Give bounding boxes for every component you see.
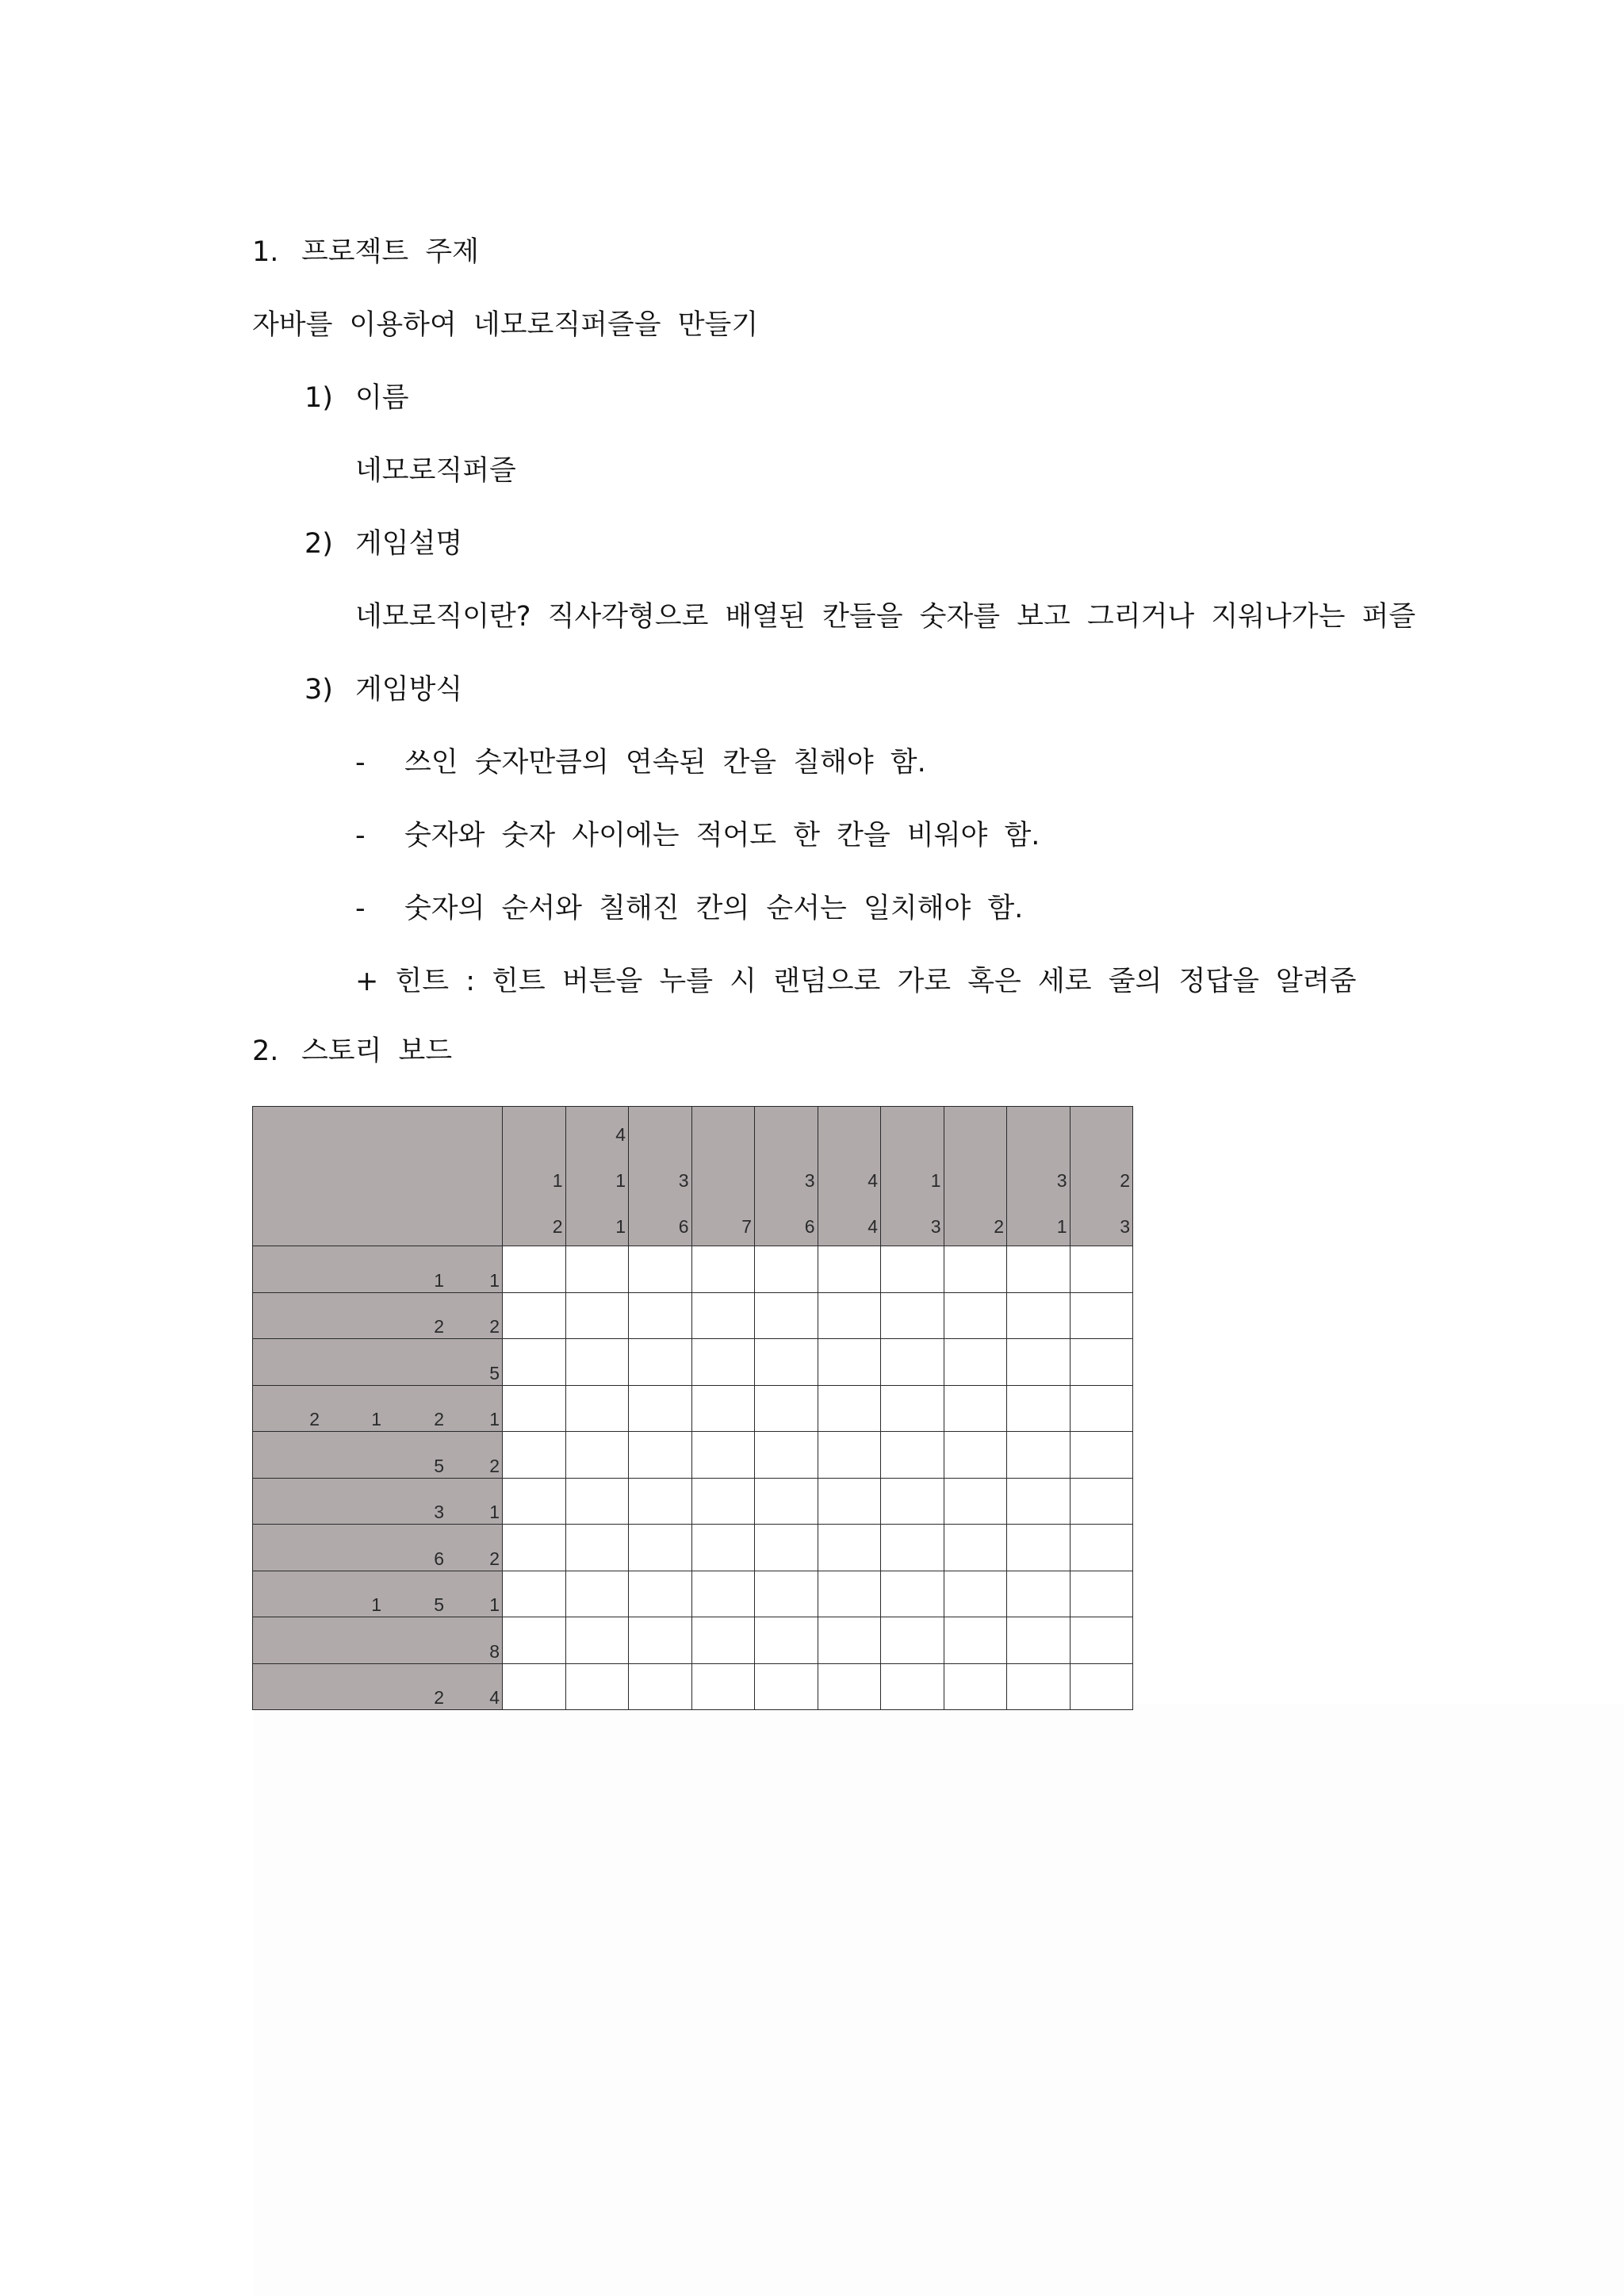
grid-cell[interactable] <box>881 1246 944 1293</box>
grid-cell[interactable] <box>503 1339 566 1386</box>
grid-cell[interactable] <box>629 1478 692 1525</box>
grid-cell[interactable] <box>1070 1246 1133 1293</box>
grid-cell[interactable] <box>629 1525 692 1571</box>
grid-cell[interactable] <box>503 1432 566 1479</box>
grid-cell[interactable] <box>629 1385 692 1432</box>
column-clue-number: 6 <box>678 1216 689 1237</box>
row-clue-number: 1 <box>489 1502 500 1522</box>
grid-cell[interactable] <box>1007 1385 1071 1432</box>
grid-cell[interactable] <box>944 1525 1007 1571</box>
grid-cell[interactable] <box>629 1571 692 1617</box>
rule-text: 숫자의 순서와 칠해진 칸의 순서는 일치해야 함. <box>404 893 1024 924</box>
grid-cell[interactable] <box>629 1339 692 1386</box>
grid-cell[interactable] <box>818 1246 881 1293</box>
row-clue-number: 2 <box>434 1316 444 1337</box>
grid-row <box>253 1339 1133 1386</box>
grid-row <box>253 1617 1133 1664</box>
grid-cell[interactable] <box>944 1571 1007 1617</box>
column-clue-number: 6 <box>804 1216 815 1237</box>
grid-cell[interactable] <box>755 1617 818 1664</box>
grid-cell[interactable] <box>503 1292 566 1339</box>
grid-cell[interactable] <box>755 1292 818 1339</box>
grid-row <box>253 1292 1133 1339</box>
item-1-heading <box>304 381 409 415</box>
section-1-title: 프로젝트 주제 <box>301 236 479 268</box>
grid-cell[interactable] <box>565 1339 629 1386</box>
grid-cell[interactable] <box>755 1478 818 1525</box>
grid-cell[interactable] <box>755 1525 818 1571</box>
row-clue-cell <box>253 1432 503 1479</box>
column-clue-number: 4 <box>868 1216 878 1237</box>
grid-cell[interactable] <box>691 1617 755 1664</box>
row-clue-number: 5 <box>489 1362 500 1383</box>
column-clue-number: 4 <box>615 1124 626 1145</box>
rule-text: 숫자와 숫자 사이에는 적어도 한 칸을 비워야 함. <box>404 820 1040 851</box>
item-2-heading <box>304 526 462 561</box>
grid-row <box>253 1385 1133 1432</box>
grid-cell[interactable] <box>629 1292 692 1339</box>
grid-cell[interactable] <box>1070 1617 1133 1664</box>
column-clue-number: 1 <box>615 1216 626 1237</box>
row-clue-number: 1 <box>371 1594 381 1615</box>
item-3-number: 3) <box>304 674 333 706</box>
grid-cell[interactable] <box>1007 1292 1071 1339</box>
column-clue-cell <box>691 1107 755 1246</box>
grid-cell[interactable] <box>1070 1663 1133 1710</box>
grid-row <box>253 1432 1133 1479</box>
grid-cell[interactable] <box>629 1663 692 1710</box>
row-clue-cell <box>253 1525 503 1571</box>
grid-cell[interactable] <box>565 1571 629 1617</box>
grid-cell[interactable] <box>1070 1385 1133 1432</box>
grid-cell[interactable] <box>755 1385 818 1432</box>
grid-cell[interactable] <box>881 1617 944 1664</box>
row-clue-number: 5 <box>434 1455 444 1476</box>
section-1-heading <box>252 235 479 270</box>
grid-cell[interactable] <box>755 1663 818 1710</box>
grid-cell[interactable] <box>755 1339 818 1386</box>
grid-cell[interactable] <box>1007 1617 1071 1664</box>
row-clue-number: 2 <box>489 1455 500 1476</box>
grid-cell[interactable] <box>565 1617 629 1664</box>
row-clue-number: 1 <box>371 1409 381 1429</box>
grid-row <box>253 1246 1133 1293</box>
column-clue-cell <box>818 1107 881 1246</box>
grid-cell[interactable] <box>944 1339 1007 1386</box>
grid-cell[interactable] <box>1070 1432 1133 1479</box>
grid-cell[interactable] <box>503 1525 566 1571</box>
grid-cell[interactable] <box>565 1246 629 1293</box>
rule-bullet: - <box>355 893 366 924</box>
column-clue-cell <box>1007 1107 1071 1246</box>
grid-row <box>253 1478 1133 1525</box>
column-clue-cell <box>629 1107 692 1246</box>
column-clue-cell <box>755 1107 818 1246</box>
item-1-title: 이름 <box>355 382 409 414</box>
grid-cell[interactable] <box>1007 1525 1071 1571</box>
grid-cell[interactable] <box>1070 1339 1133 1386</box>
page-shade <box>254 1705 1624 2296</box>
row-clue-number: 2 <box>434 1687 444 1708</box>
grid-cell[interactable] <box>881 1292 944 1339</box>
section-2-number: 2. <box>252 1035 279 1067</box>
row-clue-number: 2 <box>309 1409 320 1429</box>
grid-cell[interactable] <box>1007 1571 1071 1617</box>
column-clue-number: 3 <box>930 1216 941 1237</box>
row-clue-number: 2 <box>434 1409 444 1429</box>
item-1-body: 네모로직퍼즐 <box>355 455 516 487</box>
grid-cell[interactable] <box>818 1617 881 1664</box>
row-clue-cell <box>253 1246 503 1293</box>
column-clue-number: 3 <box>804 1170 815 1191</box>
grid-cell[interactable] <box>881 1525 944 1571</box>
grid-cell[interactable] <box>565 1525 629 1571</box>
row-clue-number: 1 <box>434 1269 444 1291</box>
grid-cell[interactable] <box>565 1385 629 1432</box>
item-3-heading <box>304 672 462 707</box>
row-clue-cell <box>253 1385 503 1432</box>
grid-cell[interactable] <box>818 1525 881 1571</box>
grid-cell[interactable] <box>818 1478 881 1525</box>
grid-cell[interactable] <box>1007 1432 1071 1479</box>
column-clue-cell <box>944 1107 1007 1246</box>
grid-cell[interactable] <box>503 1246 566 1293</box>
column-clue-number: 3 <box>1120 1216 1130 1237</box>
grid-row <box>253 1571 1133 1617</box>
grid-cell[interactable] <box>818 1663 881 1710</box>
section-2-heading <box>252 1034 452 1069</box>
grid-cell[interactable] <box>691 1339 755 1386</box>
grid-cell[interactable] <box>881 1571 944 1617</box>
section-2-title: 스토리 보드 <box>301 1035 453 1067</box>
grid-cell[interactable] <box>691 1385 755 1432</box>
rule-text: 쓰인 숫자만큼의 연속된 칸을 칠해야 함. <box>404 747 926 779</box>
grid-cell[interactable] <box>1070 1571 1133 1617</box>
grid-cell[interactable] <box>944 1385 1007 1432</box>
grid-cell[interactable] <box>881 1663 944 1710</box>
grid-cell[interactable] <box>565 1663 629 1710</box>
item-3-title: 게임방식 <box>355 674 463 706</box>
rule-bullet: - <box>355 820 366 851</box>
grid-row <box>253 1663 1133 1710</box>
column-clue-number: 2 <box>552 1216 563 1237</box>
grid-cell[interactable] <box>944 1617 1007 1664</box>
grid-cell[interactable] <box>691 1246 755 1293</box>
grid-cell[interactable] <box>691 1571 755 1617</box>
grid-cell[interactable] <box>565 1478 629 1525</box>
row-clue-number: 1 <box>489 1269 500 1291</box>
column-clue-number: 3 <box>1056 1170 1067 1191</box>
row-clue-number: 1 <box>489 1409 500 1429</box>
rule-item <box>355 745 926 780</box>
grid-row <box>253 1525 1133 1571</box>
grid-cell[interactable] <box>691 1292 755 1339</box>
grid-cell[interactable] <box>755 1571 818 1617</box>
rule-bullet: - <box>355 747 366 779</box>
row-clue-cell <box>253 1478 503 1525</box>
row-clue-number: 2 <box>489 1548 500 1569</box>
project-intro: 자바를 이용하여 네모로직퍼즐을 만들기 <box>252 309 759 341</box>
column-clue-number: 1 <box>615 1170 626 1191</box>
column-clue-number: 2 <box>1120 1170 1130 1191</box>
grid-cell[interactable] <box>629 1432 692 1479</box>
nonogram-storyboard-grid <box>252 1106 1133 1710</box>
grid-cell[interactable] <box>881 1385 944 1432</box>
row-clue-number: 4 <box>489 1687 500 1708</box>
grid-cell[interactable] <box>1070 1292 1133 1339</box>
column-clue-row <box>253 1107 1133 1246</box>
grid-cell[interactable] <box>629 1617 692 1664</box>
row-clue-number: 5 <box>434 1594 444 1615</box>
grid-cell[interactable] <box>565 1432 629 1479</box>
column-clue-number: 3 <box>678 1170 689 1191</box>
row-clue-number: 6 <box>434 1548 444 1569</box>
grid-cell[interactable] <box>565 1292 629 1339</box>
grid-cell[interactable] <box>1070 1525 1133 1571</box>
grid-cell[interactable] <box>755 1246 818 1293</box>
row-clue-number: 8 <box>489 1640 500 1662</box>
column-clue-number: 1 <box>552 1170 563 1191</box>
grid-cell[interactable] <box>503 1571 566 1617</box>
column-clue-number: 1 <box>930 1170 941 1191</box>
column-clue-number: 4 <box>868 1170 878 1191</box>
grid-corner <box>253 1107 503 1246</box>
grid-cell[interactable] <box>881 1478 944 1525</box>
hint-note: + 힌트 : 힌트 버튼을 누를 시 랜덤으로 가로 혹은 세로 줄의 정답을 알려줌 <box>355 966 1357 997</box>
grid-cell[interactable] <box>691 1478 755 1525</box>
row-clue-number: 1 <box>489 1594 500 1615</box>
grid-cell[interactable] <box>944 1663 1007 1710</box>
row-clue-number: 3 <box>434 1502 444 1522</box>
row-clue-cell <box>253 1292 503 1339</box>
column-clue-cell <box>565 1107 629 1246</box>
row-clue-number: 2 <box>489 1316 500 1337</box>
item-1-number: 1) <box>304 382 333 414</box>
grid-cell[interactable] <box>691 1432 755 1479</box>
column-clue-number: 1 <box>1056 1216 1067 1237</box>
grid-cell[interactable] <box>818 1339 881 1386</box>
section-1-number: 1. <box>252 236 279 268</box>
grid-cell[interactable] <box>1007 1246 1071 1293</box>
grid-cell[interactable] <box>944 1292 1007 1339</box>
grid-cell[interactable] <box>503 1478 566 1525</box>
item-2-title: 게임설명 <box>355 528 463 560</box>
column-clue-number: 2 <box>994 1216 1004 1237</box>
grid-cell[interactable] <box>503 1663 566 1710</box>
grid-cell[interactable] <box>818 1571 881 1617</box>
grid-cell[interactable] <box>818 1292 881 1339</box>
column-clue-cell <box>1070 1107 1133 1246</box>
grid-cell[interactable] <box>944 1478 1007 1525</box>
grid-cell[interactable] <box>503 1617 566 1664</box>
column-clue-number: 7 <box>741 1216 752 1237</box>
rule-item <box>355 818 1040 853</box>
grid-cell[interactable] <box>881 1432 944 1479</box>
grid-cell[interactable] <box>944 1246 1007 1293</box>
grid-cell[interactable] <box>755 1432 818 1479</box>
grid-cell[interactable] <box>1007 1663 1071 1710</box>
item-2-number: 2) <box>304 528 333 560</box>
grid-cell[interactable] <box>881 1339 944 1386</box>
rule-item <box>355 891 1023 926</box>
item-2-body: 네모로직이란? 직사각형으로 배열된 칸들을 숫자를 보고 그리거나 지워나가는 퍼즐 <box>355 601 1416 633</box>
grid-cell[interactable] <box>1007 1478 1071 1525</box>
grid-cell[interactable] <box>1070 1478 1133 1525</box>
row-clue-cell <box>253 1339 503 1386</box>
grid-cell[interactable] <box>944 1432 1007 1479</box>
grid-cell[interactable] <box>1007 1339 1071 1386</box>
row-clue-cell <box>253 1571 503 1617</box>
grid-cell[interactable] <box>818 1385 881 1432</box>
column-clue-cell <box>881 1107 944 1246</box>
column-clue-cell <box>503 1107 566 1246</box>
row-clue-cell <box>253 1663 503 1710</box>
grid-cell[interactable] <box>691 1663 755 1710</box>
grid-cell[interactable] <box>629 1246 692 1293</box>
grid-cell[interactable] <box>818 1432 881 1479</box>
row-clue-cell <box>253 1617 503 1664</box>
grid-cell[interactable] <box>503 1385 566 1432</box>
grid-cell[interactable] <box>691 1525 755 1571</box>
